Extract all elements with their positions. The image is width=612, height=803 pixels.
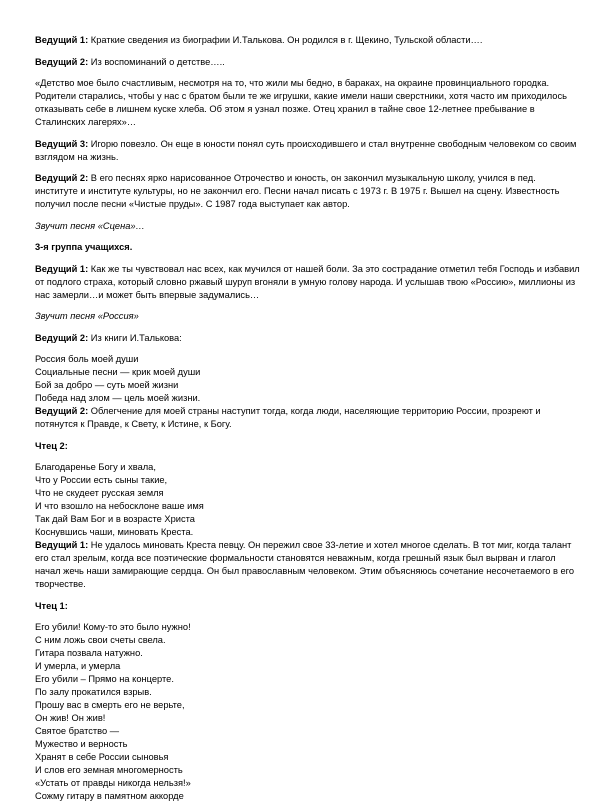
verse-line: И умерла, и умерла bbox=[35, 661, 121, 671]
verse-line: Его убили! Кому-то это было нужно! bbox=[35, 622, 191, 632]
paragraph-text: Из воспоминаний о детстве….. bbox=[88, 56, 225, 67]
document-page bbox=[35, 34, 580, 803]
paragraph bbox=[35, 405, 580, 431]
paragraph-text: Из книги И.Талькова: bbox=[88, 332, 182, 343]
paragraph-text: В его песнях ярко нарисованное Отрочество и юность, он закончил музыкальную школу, учился в пед. институте и институте культуры, но не закончил его. Песни начал писать с 1973 г. В 1975 г. Вышел на сцену. Известность получил после песни «Чистые пруды». С 1987 года выступает как автор. bbox=[35, 173, 560, 209]
speaker-label: Ведущий 3: bbox=[35, 138, 89, 149]
verse-line: Гитара позвала натужно. bbox=[35, 648, 143, 658]
speaker-label: Ведущий 2: bbox=[35, 173, 89, 183]
paragraph-text: Не удалось миновать Креста певцу. Он пережил свое 33-летие и хотел многое сделать. В тот миг, когда талант его стал зрелым, когда все поэтические формальности становятся неважным, когда грешный язык был вырван и глагол начал жечь наши замирающие сердца. Он был православным человеком. Этим объясняюсь сочетание несочетаемого в его творчестве. bbox=[35, 540, 575, 589]
verse-line: Сожму гитару в памятном аккорде bbox=[35, 791, 184, 801]
section-heading: Чтец 1: bbox=[35, 600, 68, 611]
section-heading: Чтец 2: bbox=[35, 440, 68, 451]
speaker-label: Ведущий 1: bbox=[35, 540, 89, 550]
verse-line: Что у России есть сыны такие, bbox=[35, 475, 168, 485]
speaker-label: Ведущий 2: bbox=[35, 332, 89, 343]
paragraph-text: Как же ты чувствовал нас всех, как мучился от нашей боли. За это сострадание отметил тебя Господь и избавил от подлого страха, который словно ржавый шуруп вгоняли в умную голову народа. И услышав твою «Россию», миллионы из нас замерли…и может быть впервые задумались… bbox=[35, 263, 580, 300]
verse-line: По залу прокатился взрыв. bbox=[35, 687, 152, 697]
verse-line: С ним ложь свои счеты свела. bbox=[35, 635, 166, 645]
verse-line: Россия боль моей души bbox=[35, 354, 139, 364]
speaker-label: Ведущий 2: bbox=[35, 56, 89, 67]
verse-line: И что взошло на небосклоне ваше имя bbox=[35, 501, 204, 511]
speaker-label: Ведущий 2: bbox=[35, 406, 89, 416]
paragraph-text: Облегчение для моей страны наступит тогда, когда люди, населяющие территорию России, прозреют и потянутся к Правде, к Свету, к Истине, к Богу. bbox=[35, 406, 541, 429]
verse-line: Благодаренье Богу и хвала, bbox=[35, 462, 156, 472]
verse-line: Коснувшись чаши, миновать Креста. bbox=[35, 527, 194, 537]
speaker-label: Ведущий 1: bbox=[35, 263, 89, 274]
paragraph bbox=[35, 34, 580, 47]
quote-paragraph bbox=[35, 77, 580, 129]
paragraph bbox=[35, 138, 580, 164]
paragraph-text: Игорю повезло. Он еще в юности понял суть происходившего и стал внутренне свободным человеком со своим взглядом на жизнь. bbox=[35, 138, 577, 162]
verse bbox=[35, 353, 580, 405]
verse-line: Мужество и верность bbox=[35, 739, 128, 749]
stage-direction: Звучит песня «Россия» bbox=[35, 311, 139, 321]
verse-line: Его убили – Прямо на концерте. bbox=[35, 674, 174, 684]
section-heading: 3-я группа учащихся. bbox=[35, 242, 133, 252]
verse-line: Хранят в себе России сыновья bbox=[35, 752, 169, 762]
paragraph bbox=[35, 539, 580, 591]
paragraph bbox=[35, 56, 580, 69]
paragraph-text: Краткие сведения из биографии И.Талькова. Он родился в г. Щекино, Тульской области…. bbox=[88, 35, 483, 45]
verse-line: Бой за добро — суть моей жизни bbox=[35, 380, 179, 390]
speaker-label: Ведущий 1: bbox=[35, 35, 89, 45]
verse-line: Что не скудеет русская земля bbox=[35, 488, 164, 498]
paragraph bbox=[35, 172, 580, 211]
verse-line: Так дай Вам Бог и в возрасте Христа bbox=[35, 514, 195, 524]
verse bbox=[35, 621, 580, 803]
paragraph-text: «Детство мое было счастливым, несмотря на то, что жили мы бедно, в бараках, на окраине провинциального городка. Родители старались, чтобы у нас с братом были те же игрушки, какие имели наши сверстники, хотя часто им приходилось отказывать себе в лишнем куске хлеба. Об этом я узнал позже. Отец хранил в тайне свое 12-летнее пребывание в Сталинских лагерях»… bbox=[35, 78, 567, 127]
verse bbox=[35, 461, 580, 539]
verse-line: Победа над злом — цель моей жизни. bbox=[35, 393, 201, 403]
verse-line: «Устать от правды никогда нельзя!» bbox=[35, 778, 191, 788]
verse-line: Святое братство — bbox=[35, 726, 120, 736]
paragraph bbox=[35, 263, 580, 302]
paragraph bbox=[35, 332, 580, 345]
verse-line: И слов его земная многомерность bbox=[35, 765, 183, 775]
verse-line: Прошу вас в смерть его не верьте, bbox=[35, 700, 185, 710]
stage-direction: Звучит песня «Сцена»… bbox=[35, 220, 145, 231]
verse-line: Он жив! Он жив! bbox=[35, 713, 106, 723]
verse-line: Социальные песни — крик моей души bbox=[35, 367, 201, 377]
